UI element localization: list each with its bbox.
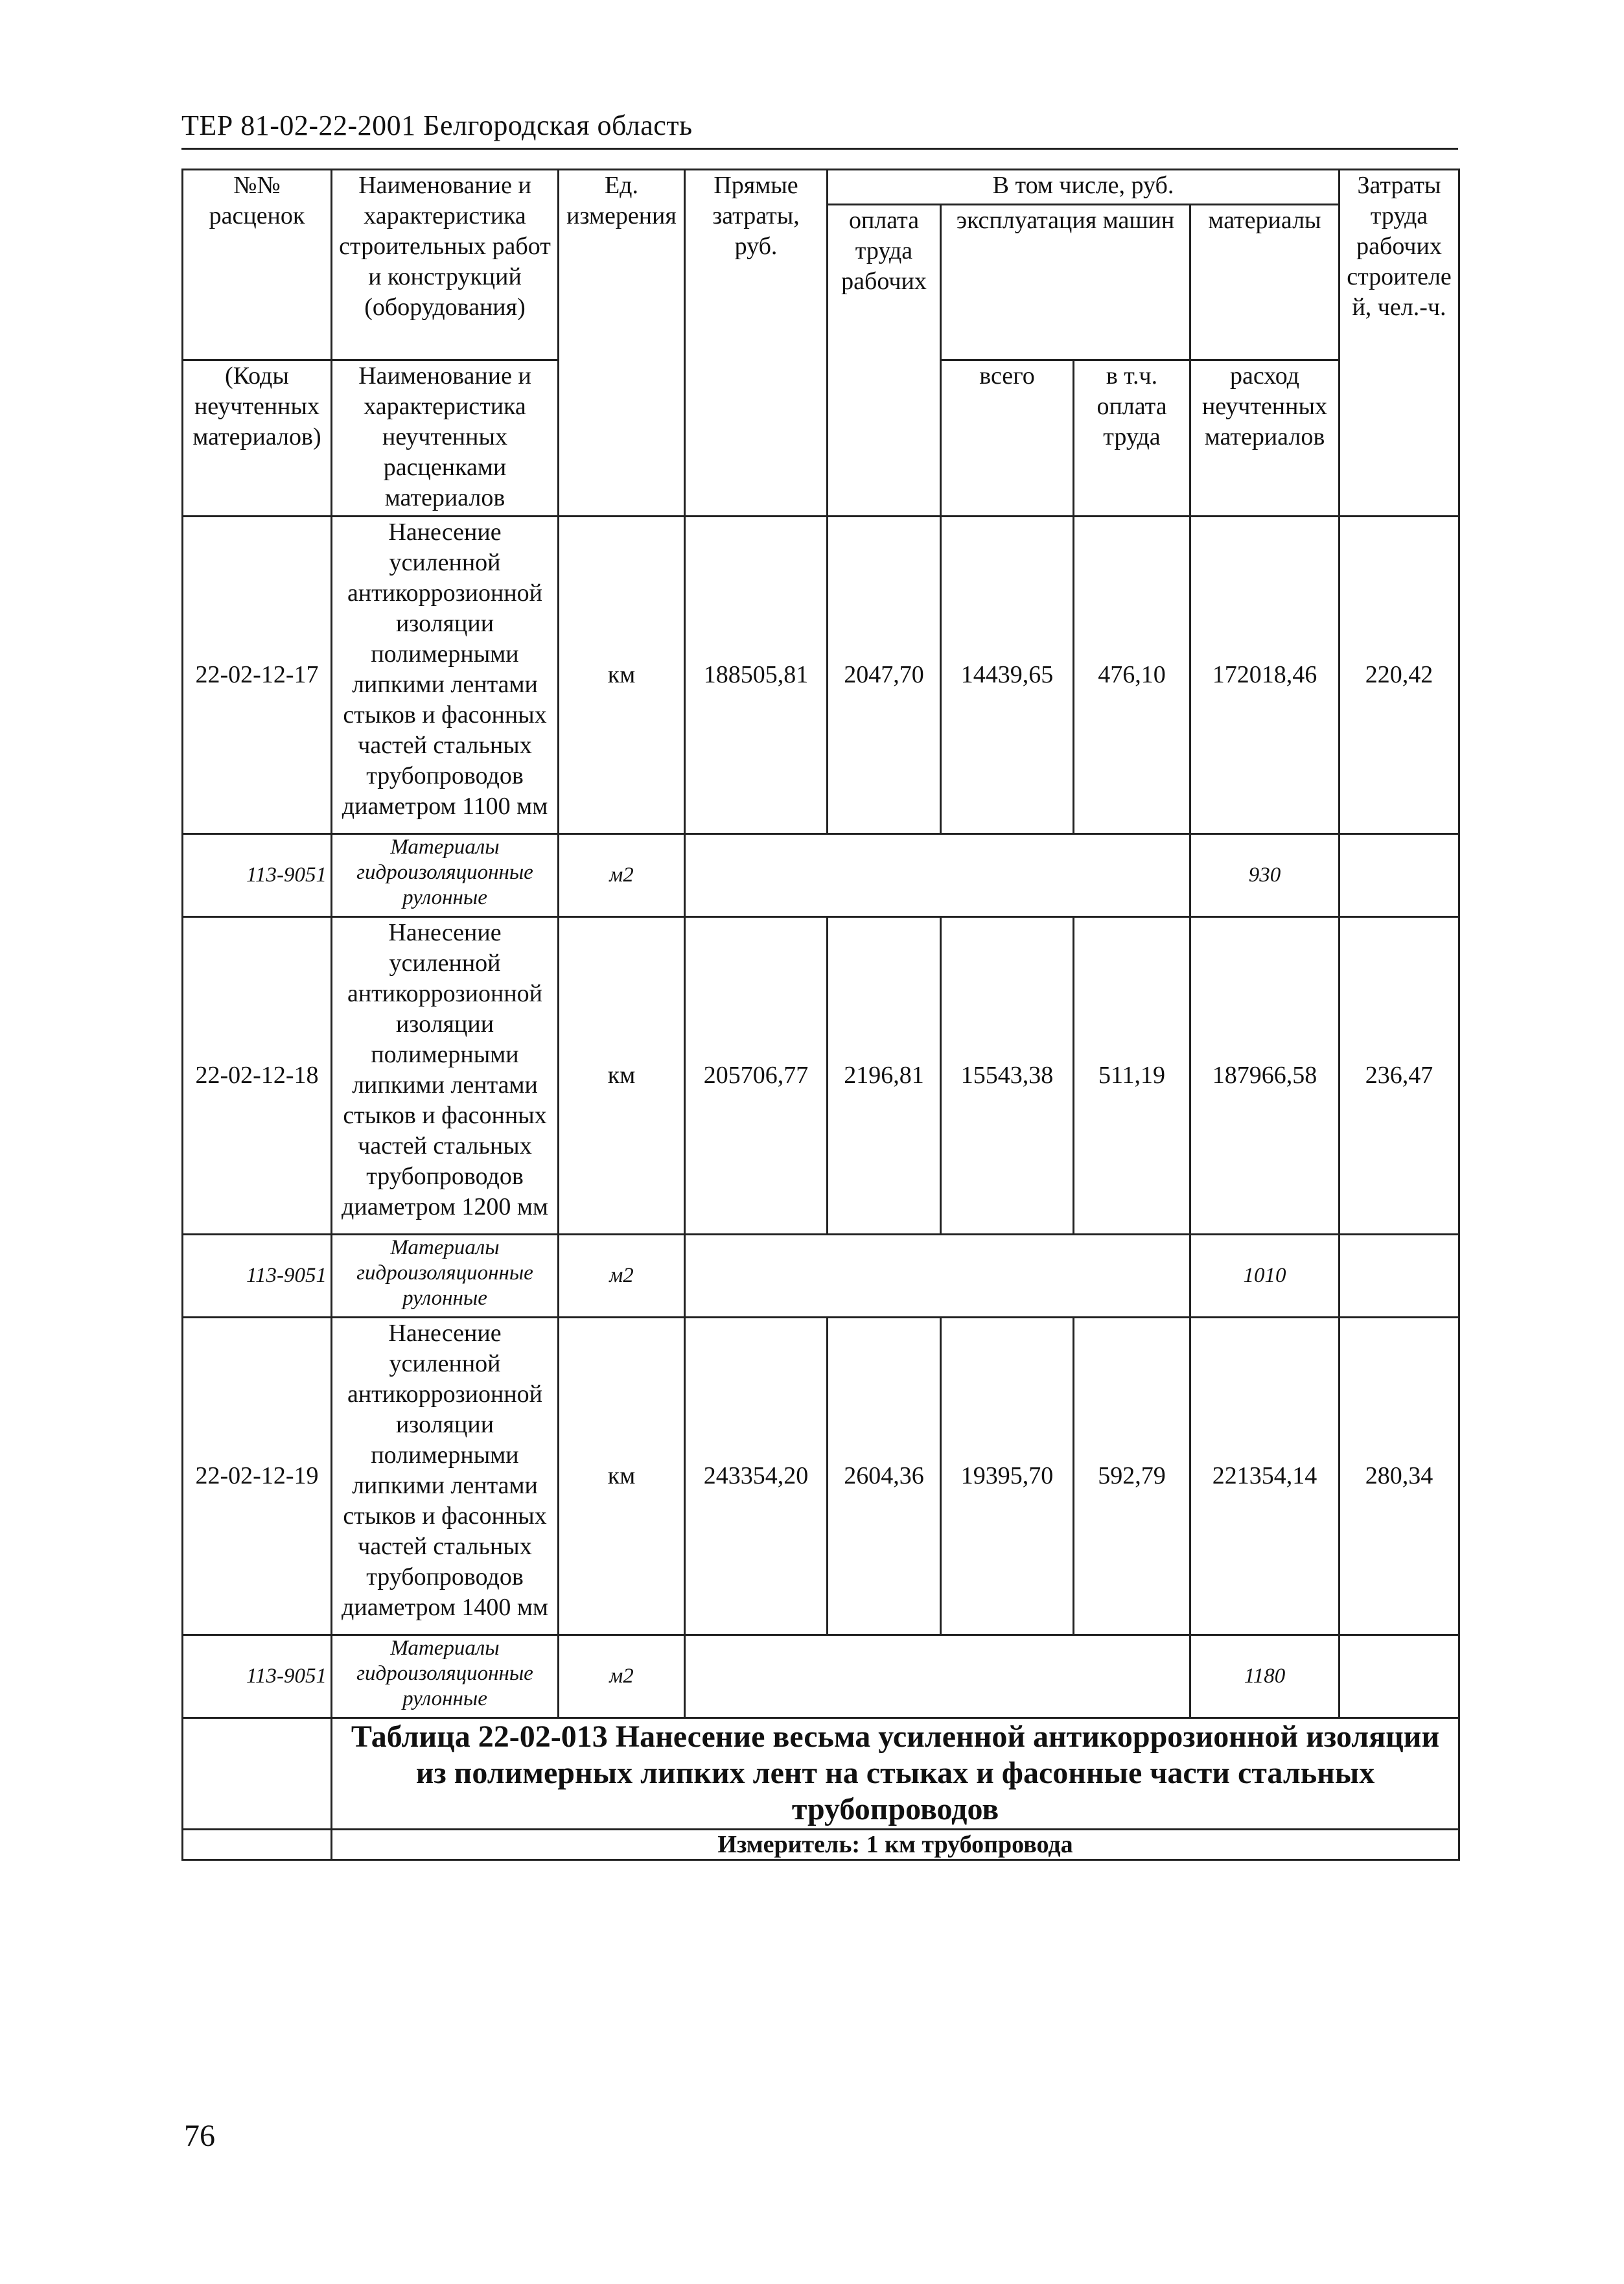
rate-labor: 2604,36 (828, 1318, 941, 1635)
col-mach-labor-header: в т.ч. оплата труда (1074, 360, 1190, 517)
rate-name: Нанесение усиленной антикоррозионной изоляции полимерными липкими лентами стыков и фасонных частей стальных трубопроводов диаметром 1200 мм (332, 917, 559, 1235)
material-row (183, 1235, 1459, 1318)
rate-mach-labor: 592,79 (1074, 1318, 1190, 1635)
rate-materials: 187966,58 (1190, 917, 1340, 1235)
col-labor-header: оплата труда рабочих (828, 205, 941, 517)
col-codes-unaccounted-header: (Коды неучтенных материалов) (183, 360, 332, 517)
col-unit-header: Ед. измерения (559, 170, 685, 517)
col-incl-header: В том числе, руб. (828, 170, 1340, 205)
col-name-unaccounted-header: Наименование и характеристика неучтенных расценками материалов (332, 360, 559, 517)
rate-workers: 220,42 (1340, 517, 1459, 834)
col-machines-header: эксплуатация машин (941, 205, 1190, 360)
material-unit: м2 (559, 1235, 685, 1318)
rate-code: 22-02-12-18 (183, 917, 332, 1235)
rate-unit: км (559, 517, 685, 834)
rate-code: 22-02-12-17 (183, 517, 332, 834)
rate-name: Нанесение усиленной антикоррозионной изоляции полимерными липкими лентами стыков и фасонных частей стальных трубопроводов диаметром 1100 мм (332, 517, 559, 834)
rate-mach-total: 15543,38 (941, 917, 1074, 1235)
material-code: 113-9051 (183, 1635, 332, 1718)
rate-materials: 221354,14 (1190, 1318, 1340, 1635)
table-row (183, 917, 1459, 1235)
measure-row (183, 1830, 1459, 1860)
rate-direct: 243354,20 (685, 1318, 828, 1635)
material-unit: м2 (559, 834, 685, 917)
material-code: 113-9051 (183, 1235, 332, 1318)
material-row (183, 834, 1459, 917)
rate-direct: 188505,81 (685, 517, 828, 834)
rate-direct: 205706,77 (685, 917, 828, 1235)
rate-name: Нанесение усиленной антикоррозионной изоляции полимерными липкими лентами стыков и фасонных частей стальных трубопроводов диаметром 1400 мм (332, 1318, 559, 1635)
rate-mach-labor: 511,19 (1074, 917, 1190, 1235)
material-qty: 1010 (1190, 1235, 1340, 1318)
material-row (183, 1635, 1459, 1718)
page-number: 76 (184, 2119, 215, 2153)
material-name: Материалы гидроизоляционные рулонные (332, 834, 559, 917)
next-table-title-row (183, 1718, 1459, 1830)
col-direct-header: Прямые затраты, руб. (685, 170, 828, 517)
rate-unit: км (559, 1318, 685, 1635)
material-name: Материалы гидроизоляционные рулонные (332, 1635, 559, 1718)
measure-text: Измеритель: 1 км трубопровода (332, 1830, 1459, 1860)
rate-mach-total: 19395,70 (941, 1318, 1074, 1635)
col-mat-unaccounted-header: расход неучтенных материалов (1190, 360, 1340, 517)
material-code: 113-9051 (183, 834, 332, 917)
header-rule (181, 148, 1458, 150)
rate-mach-total: 14439,65 (941, 517, 1074, 834)
table-row (183, 517, 1459, 834)
rates-table (181, 169, 1460, 1861)
next-table-title: Таблица 22-02-013 Нанесение весьма усиленной антикоррозионной изоляции из полимерных липких лент на стыках и фасонные части стальных трубопроводов (332, 1718, 1459, 1830)
material-qty: 930 (1190, 834, 1340, 917)
rate-code: 22-02-12-19 (183, 1318, 332, 1635)
col-materials-header: материалы (1190, 205, 1340, 360)
col-name-header: Наименование и характеристика строительных работ и конструкций (оборудования) (332, 170, 559, 360)
page-header: ТЕР 81-02-22-2001 Белгородская область (181, 110, 693, 141)
rate-unit: км (559, 917, 685, 1235)
rate-materials: 172018,46 (1190, 517, 1340, 834)
rate-mach-labor: 476,10 (1074, 517, 1190, 834)
rate-labor: 2196,81 (828, 917, 941, 1235)
col-workers-header: Затраты труда рабочих строителей, чел.-ч. (1340, 170, 1459, 517)
col-code-header: №№ расценок (183, 170, 332, 360)
material-qty: 1180 (1190, 1635, 1340, 1718)
rate-workers: 236,47 (1340, 917, 1459, 1235)
material-name: Материалы гидроизоляционные рулонные (332, 1235, 559, 1318)
table-row (183, 1318, 1459, 1635)
rate-labor: 2047,70 (828, 517, 941, 834)
col-mach-total-header: всего (941, 360, 1074, 517)
material-unit: м2 (559, 1635, 685, 1718)
rate-workers: 280,34 (1340, 1318, 1459, 1635)
